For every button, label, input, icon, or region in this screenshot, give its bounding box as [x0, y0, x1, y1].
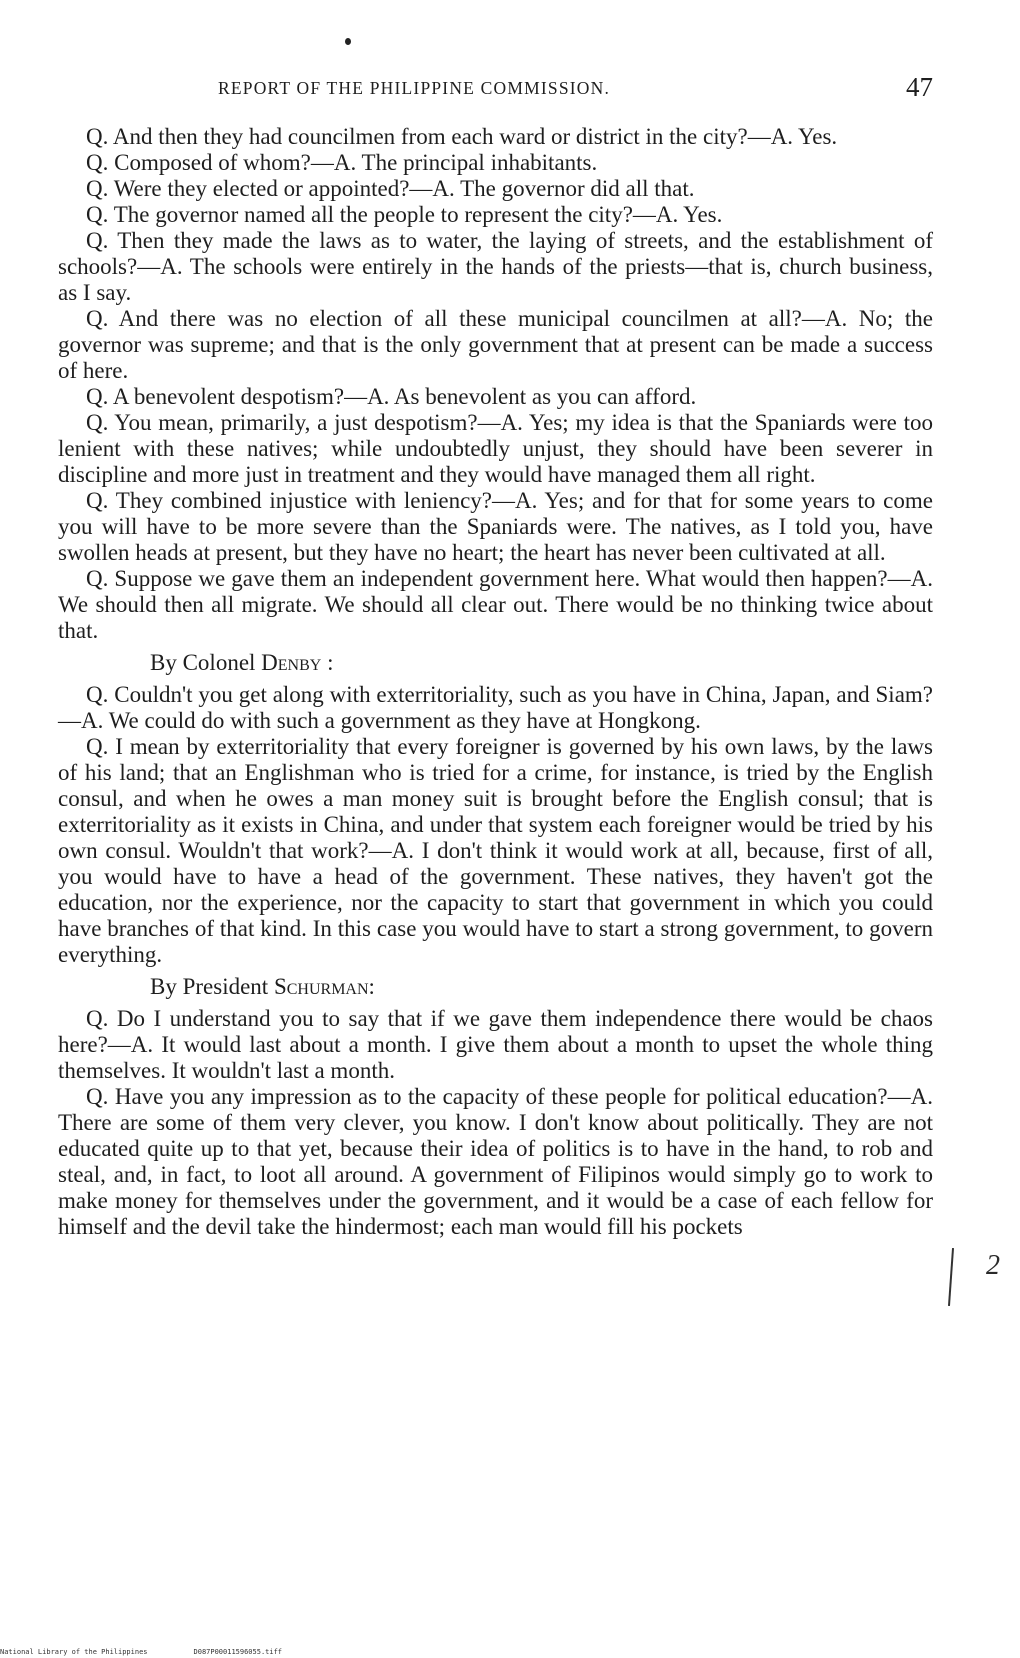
- qa-paragraph: Q. A benevolent despotism?—A. As benevolent as you can afford.: [86, 384, 697, 409]
- qa-paragraph: Q. Then they made the laws as to water, the laying of streets, and the establishment of schools?—A. The schools were entirely in the hands of the priests—that is, church business, as I say.: [58, 228, 933, 305]
- qa-paragraph: Q. Couldn't you get along with exterritoriality, such as you have in China, Japan, and Siam?—A. We could do with such a government as they have at Hongkong.: [58, 682, 933, 733]
- speaker-name: Denby: [261, 650, 322, 675]
- qa-paragraph: Q. I mean by exterritoriality that every foreigner is governed by his own laws, by the laws of his land; that an Englishman who is tried for a crime, for instance, is tried by the English consul, and when he owes a man money suit is brought before the English consul; that is exterritoriality as it exists in China, and under that system each foreigner would be tried by his own consul. Wouldn't that work?—A. I don't think it would work at all, because, first of all, you would have to have a head of the government. These natives, they haven't got the education, nor the experience, nor the capacity to start that government in which you could have branches of that kind. In this case you would have to start a strong government, to govern everything.: [58, 734, 933, 967]
- speaker-prefix: By President: [150, 974, 269, 999]
- page-header: [58, 72, 933, 106]
- running-title: REPORT OF THE PHILIPPINE COMMISSION.: [218, 78, 611, 98]
- qa-paragraph: Q. Were they elected or appointed?—A. The governor did all that.: [86, 176, 695, 201]
- qa-paragraph: Q. You mean, primarily, a just despotism?—A. Yes; my idea is that the Spaniards were too lenient with these natives; while undoubtedly unjust, they should have been severer in discipline and more just in treatment and they would have managed them all right.: [58, 410, 933, 487]
- scan-footer: [0, 1648, 328, 1656]
- qa-paragraph: Q. The governor named all the people to represent the city?—A. Yes.: [86, 202, 723, 227]
- speaker-suffix: :: [327, 650, 334, 675]
- qa-paragraph: Q. Have you any impression as to the capacity of these people for political education?—A. There are some of them very clever, you know. I don't know about politically. They are not educated quite up to that yet, because their idea of politics is to have in the hand, to rob and steal, and, in fact, to loot all around. A government of Filipinos would simply go to work to make money for themselves under the government, and it would be a case of each fellow for himself and the devil take the hindermost; each man would fill his pockets: [58, 1084, 933, 1239]
- page-number: 47: [906, 72, 933, 102]
- body-text: [58, 124, 933, 1240]
- footer-file-id: D087P00011596055.tiff: [193, 1648, 283, 1656]
- qa-paragraph: Q. Composed of whom?—A. The principal inhabitants.: [86, 150, 598, 175]
- speaker-heading-schurman: [58, 974, 933, 1000]
- qa-paragraph: Q. They combined injustice with leniency?—A. Yes; and for that for some years to come you will have to be more severe than the Spaniards were. The natives, as I told you, have swollen heads at present, but they have no heart; the heart has never been cultivated at all.: [58, 488, 933, 565]
- speaker-suffix: :: [368, 974, 375, 999]
- qa-paragraph: Q. Suppose we gave them an independent government here. What would then happen?—A. We should then all migrate. We should all clear out. There would be no thinking twice about that.: [58, 566, 933, 643]
- margin-annotation: 2: [986, 1250, 1000, 1281]
- footer-library: National Library of the Philippines: [0, 1648, 148, 1656]
- qa-paragraph: Q. And there was no election of all these municipal councilmen at all?—A. No; the governor was supreme; and that is the only government that at present can be made a success of here.: [58, 306, 933, 383]
- qa-paragraph: Q. Do I understand you to say that if we gave them independence there would be chaos here?—A. It would last about a month. I give them about a month to upset the whole thing themselves. It wouldn't last a month.: [58, 1006, 933, 1083]
- qa-paragraph: Q. And then they had councilmen from each ward or district in the city?—A. Yes.: [86, 124, 838, 149]
- margin-mark-line: [948, 1248, 954, 1306]
- speaker-name: Schurman: [273, 974, 369, 999]
- speaker-prefix: By Colonel: [150, 650, 256, 675]
- ink-dot: [345, 38, 351, 45]
- speaker-heading-denby: [58, 650, 933, 676]
